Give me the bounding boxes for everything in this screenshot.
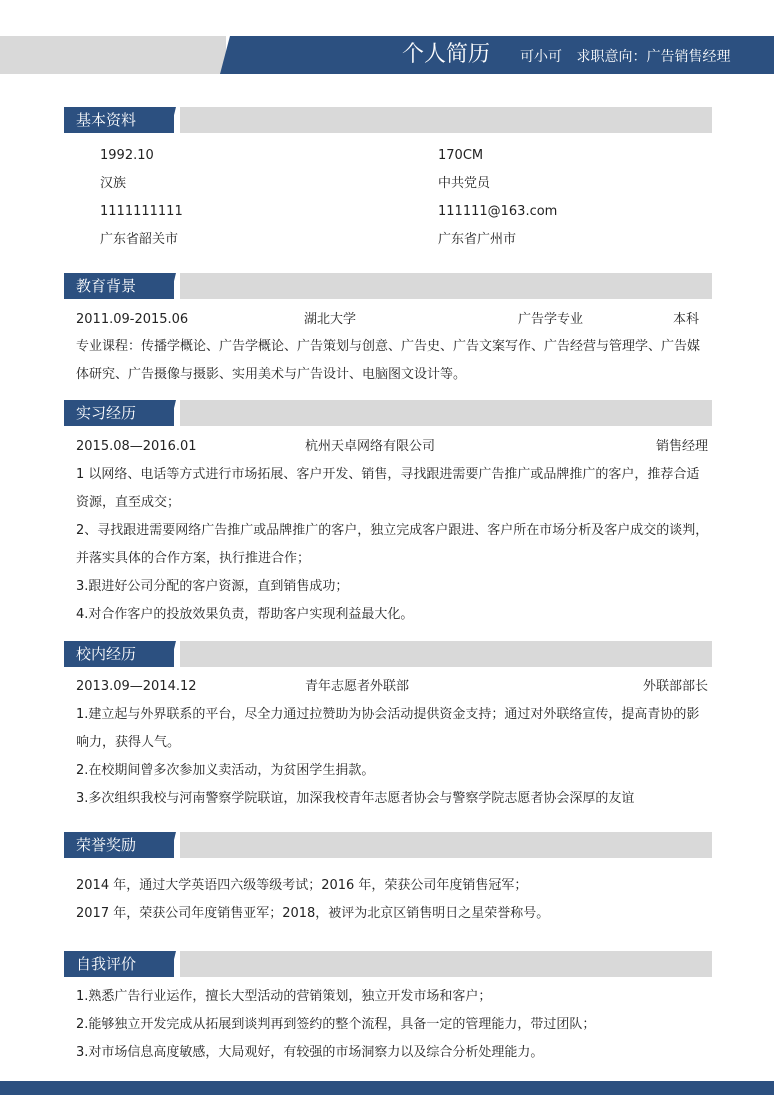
- campus-period: 2013.09—2014.12: [76, 679, 197, 694]
- footer-bar: [0, 1081, 774, 1095]
- education-period: 2011.09-2015.06: [76, 312, 189, 327]
- list-item: 3.多次组织我校与河南警察学院联谊，加深我校青年志愿者协会与警察学院志愿者协会深厚的友谊: [76, 791, 635, 806]
- current-city: 广东省广州市: [438, 232, 517, 247]
- courses-text: 专业课程：传播学概论、广告学概论、广告策划与创意、广告史、广告文案写作、广告经营与管理学、广告媒体研究、广告摄像与摄影、实用美术与广告设计、电脑图文设计等。: [76, 339, 701, 382]
- list-item: 1.建立起与外界联系的平台，尽全力通过拉赞助为协会活动提供资金支持；通过对外联络宣传，提高青协的影响力，获得人气。: [76, 707, 700, 750]
- phone: 1111111111: [100, 204, 183, 219]
- section-title: 自我评价: [76, 955, 137, 973]
- header-gray-band: [0, 36, 226, 74]
- height: 170CM: [438, 148, 484, 163]
- hometown: 广东省韶关市: [100, 232, 179, 247]
- self-evaluation-list: [76, 983, 712, 1067]
- birth-date: 1992.10: [100, 148, 154, 163]
- list-item: 3.跟进好公司分配的客户资源，直到销售成功；: [76, 579, 349, 594]
- list-item: 2014 年，通过大学英语四六级等级考试；2016 年，荣获公司年度销售冠军；: [76, 878, 528, 893]
- section-title: 基本资料: [76, 111, 137, 129]
- section-header-honors: [64, 832, 712, 858]
- education-degree: 本科: [673, 312, 700, 327]
- list-item: 2.在校期间曾多次参加义卖活动，为贫困学生捐款。: [76, 763, 375, 778]
- internship-role: 销售经理: [656, 439, 709, 454]
- section-header-internship: [64, 400, 712, 426]
- section-header-education: [64, 273, 712, 299]
- internship-duties: [76, 461, 712, 629]
- section-title: 校内经历: [76, 645, 137, 663]
- ethnicity: 汉族: [100, 176, 127, 191]
- list-item: 3.对市场信息高度敏感，大局观好，有较强的市场洞察力以及综合分析处理能力。: [76, 1045, 544, 1060]
- education-major: 广告学专业: [518, 312, 584, 327]
- section-title: 教育背景: [76, 277, 137, 295]
- education-courses: [76, 333, 712, 389]
- political-status: 中共党员: [438, 176, 491, 191]
- honors-list: [76, 872, 712, 928]
- section-header-campus: [64, 641, 712, 667]
- candidate-name: 可小可: [520, 49, 562, 65]
- internship-company: 杭州天卓网络有限公司: [305, 439, 436, 454]
- section-header-self: [64, 951, 712, 977]
- job-objective: 求职意向：广告销售经理: [576, 49, 731, 65]
- section-title: 荣誉奖励: [76, 836, 137, 854]
- list-item: 1 以网络、电话等方式进行市场拓展、客户开发、销售，寻找跟进需要广告推广或品牌推广的客户，推荐合适资源，直至成交；: [76, 467, 700, 510]
- internship-period: 2015.08—2016.01: [76, 439, 197, 454]
- campus-duties: [76, 701, 712, 813]
- list-item: 2、寻找跟进需要网络广告推广或品牌推广的客户，独立完成客户跟进、客户所在市场分析及客户成交的谈判，并落实具体的合作方案，执行推进合作；: [76, 523, 709, 566]
- section-title: 实习经历: [76, 404, 137, 422]
- list-item: 2017 年，荣获公司年度销售亚军；2018，被评为北京区销售明日之星荣誉称号。: [76, 906, 550, 921]
- list-item: 2.能够独立开发完成从拓展到谈判再到签约的整个流程，具备一定的管理能力，带过团队；: [76, 1017, 596, 1032]
- campus-role: 外联部部长: [643, 679, 709, 694]
- resume-title: 个人简历: [402, 42, 491, 67]
- education-school: 湖北大学: [304, 312, 357, 327]
- header-subtitle: [520, 46, 740, 68]
- campus-org: 青年志愿者外联部: [305, 679, 410, 694]
- section-header-basic: [64, 107, 712, 133]
- list-item: 4.对合作客户的投放效果负责，帮助客户实现利益最大化。: [76, 607, 414, 622]
- list-item: 1.熟悉广告行业运作，擅长大型活动的营销策划，独立开发市场和客户；: [76, 989, 492, 1004]
- email: 111111@163.com: [438, 204, 558, 219]
